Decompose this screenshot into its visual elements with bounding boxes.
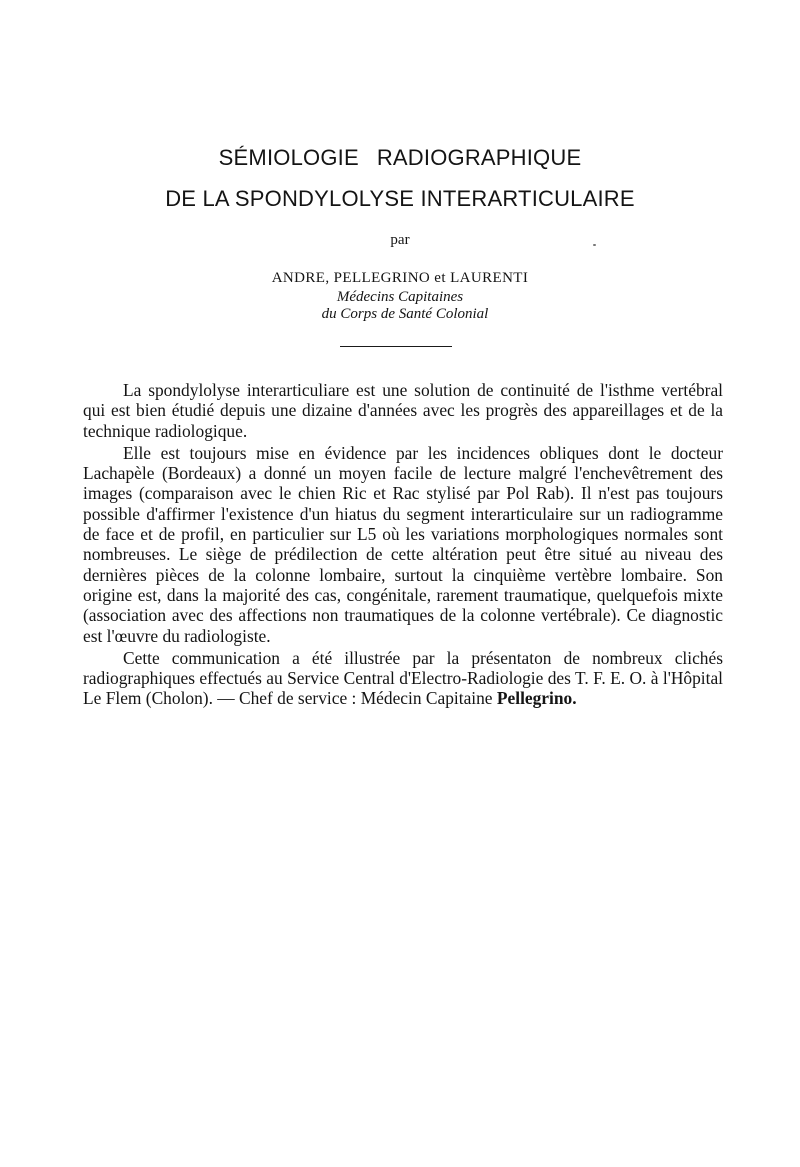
- title-separator-rule: [340, 346, 452, 347]
- chief-name: Pellegrino.: [496, 688, 577, 709]
- affiliation-rank: Médecins Capitaines: [336, 289, 464, 305]
- article-title-line-2: DE LA SPONDYLOLYSE INTERARTICULAIRE: [165, 186, 635, 211]
- title-word-semiologie: SÉMIOLOGIE: [218, 145, 359, 170]
- title-word-radiographique: RADIOGRAPHIQUE: [376, 145, 582, 170]
- author-list: ANDRE, PELLEGRINO et LAURENTI: [271, 270, 529, 286]
- affiliation-corps: du Corps de Santé Colonial: [321, 306, 489, 322]
- byline-par: par: [390, 232, 410, 248]
- body-paragraph-3-text: Cette communication a été illustrée par la présentaton de nombreux clichés radiographiques effectués au Service Central d'Electro-Radiologie des T. F. E. O. à l'Hôpital Le Flem (Cholon). — Chef de service : Médecin Capitaine: [83, 647, 723, 709]
- print-speck: [593, 244, 596, 246]
- article-title-line-1: [100, 145, 700, 171]
- body-paragraph-1: La spondylolyse interarticuliare est une solution de continuité de l'isthme vertébral qui est bien étudié depuis une dizaine d'années avec les progrès des appareillages et de la technique radiologique.: [83, 380, 723, 441]
- article-body: [83, 380, 723, 711]
- body-paragraph-2: Elle est toujours mise en évidence par les incidences obliques dont le docteur Lachapèle (Bordeaux) a donné un moyen facile de lecture malgré l'enchevêtrement des images (comparaison avec le chien Ric et Rac stylisé par Pol Rab). Il n'est pas toujours possible d'affirmer l'existence d'un hiatus du segment interarticulaire sur un radiogramme de face et de profil, en particulier sur L5 où les variations morphologiques normales sont nombreuses. Le siège de prédilection de cette altération peut être situé au niveau des dernières pièces de la colonne lombaire, surtout la cinquième vertèbre lombaire. Son origine est, dans la majorité des cas, congénitale, rarement traumatique, quelquefois mixte (association avec des affections non traumatiques de la colonne vertébrale). Ce diagnostic est l'œuvre du radiologiste.: [83, 442, 723, 646]
- body-paragraph-3: [83, 648, 723, 709]
